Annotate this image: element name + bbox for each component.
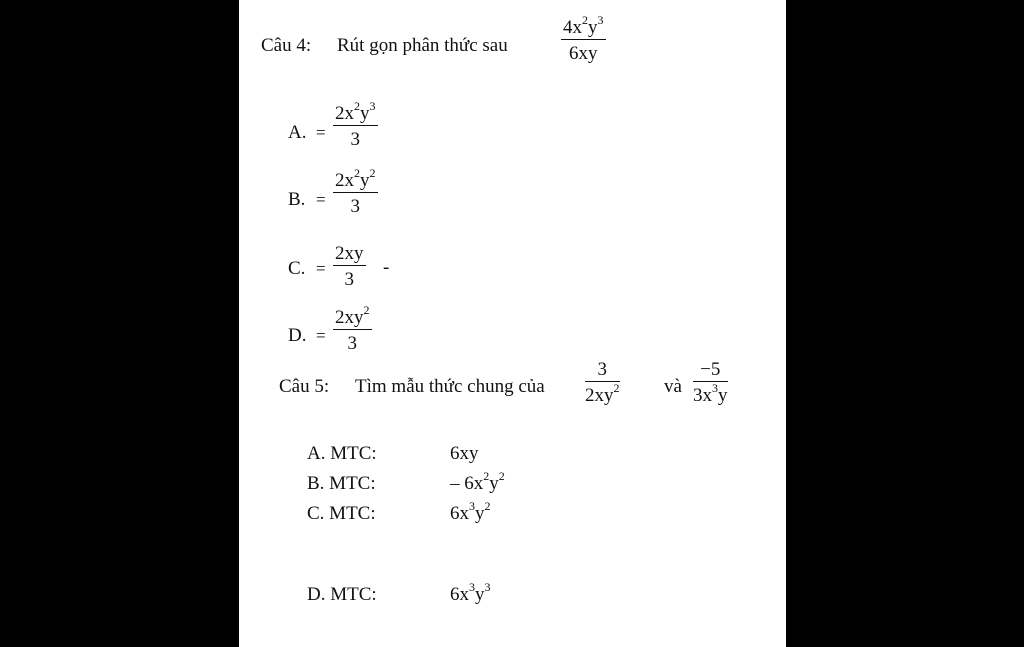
q5-option-a-label: A. MTC:	[307, 443, 377, 464]
q4-option-c-trail: -	[383, 257, 390, 278]
q5-option-b-value: – $6x^2y^2$	[450, 469, 505, 494]
q5-fraction-2: $\frac{-5}{3x^3y}$	[693, 359, 728, 406]
q4-option-a-letter: A.	[288, 122, 307, 143]
q4-option-c-letter: C.	[288, 258, 306, 279]
q5-option-a-value: 6xy	[450, 443, 479, 464]
q4-fraction-numerator: $4x^2y^3$	[563, 13, 604, 38]
q4-text: Rút gọn phân thức sau	[337, 35, 508, 56]
q5-option-d-label: D. MTC:	[307, 584, 377, 605]
q4-label: Câu 4:	[261, 35, 312, 56]
q4-option-d-eq: =	[316, 326, 326, 345]
q4-option-d-letter: D.	[288, 325, 307, 346]
q5-text: Tìm mẫu thức chung của	[355, 376, 545, 397]
q4-option-c-fraction: $\frac{2xy}{3}$	[335, 243, 364, 290]
q5-fraction-1: $\frac{3}{2xy^2}$	[585, 359, 620, 406]
q4-fraction	[561, 13, 606, 64]
q5-option-c-value: $6x^3y^2$	[450, 499, 491, 524]
q4-option-a-fraction: $\frac{2x^2y^3}{3}$	[335, 99, 376, 150]
q5-option-c-label: C. MTC:	[307, 503, 376, 524]
q4-fraction-denominator: 6xy	[569, 43, 598, 64]
q4-option-b-fraction: $\frac{2x^2y^2}{3}$	[335, 166, 376, 217]
q4-option-d-fraction: $\frac{2xy^2}{3}$	[335, 303, 370, 354]
q4-option-b-eq: =	[316, 190, 326, 209]
document-page	[239, 0, 786, 647]
q5-conjunction: và	[664, 376, 682, 397]
q4-option-b-letter: B.	[288, 189, 306, 210]
q5-option-d-value: $6x^3y^3$	[450, 580, 491, 605]
q4-option-a-eq: =	[316, 123, 326, 142]
q4-option-c-eq: =	[316, 259, 326, 278]
q5-option-b-label: B. MTC:	[307, 473, 376, 494]
q5-label: Câu 5:	[279, 376, 330, 397]
